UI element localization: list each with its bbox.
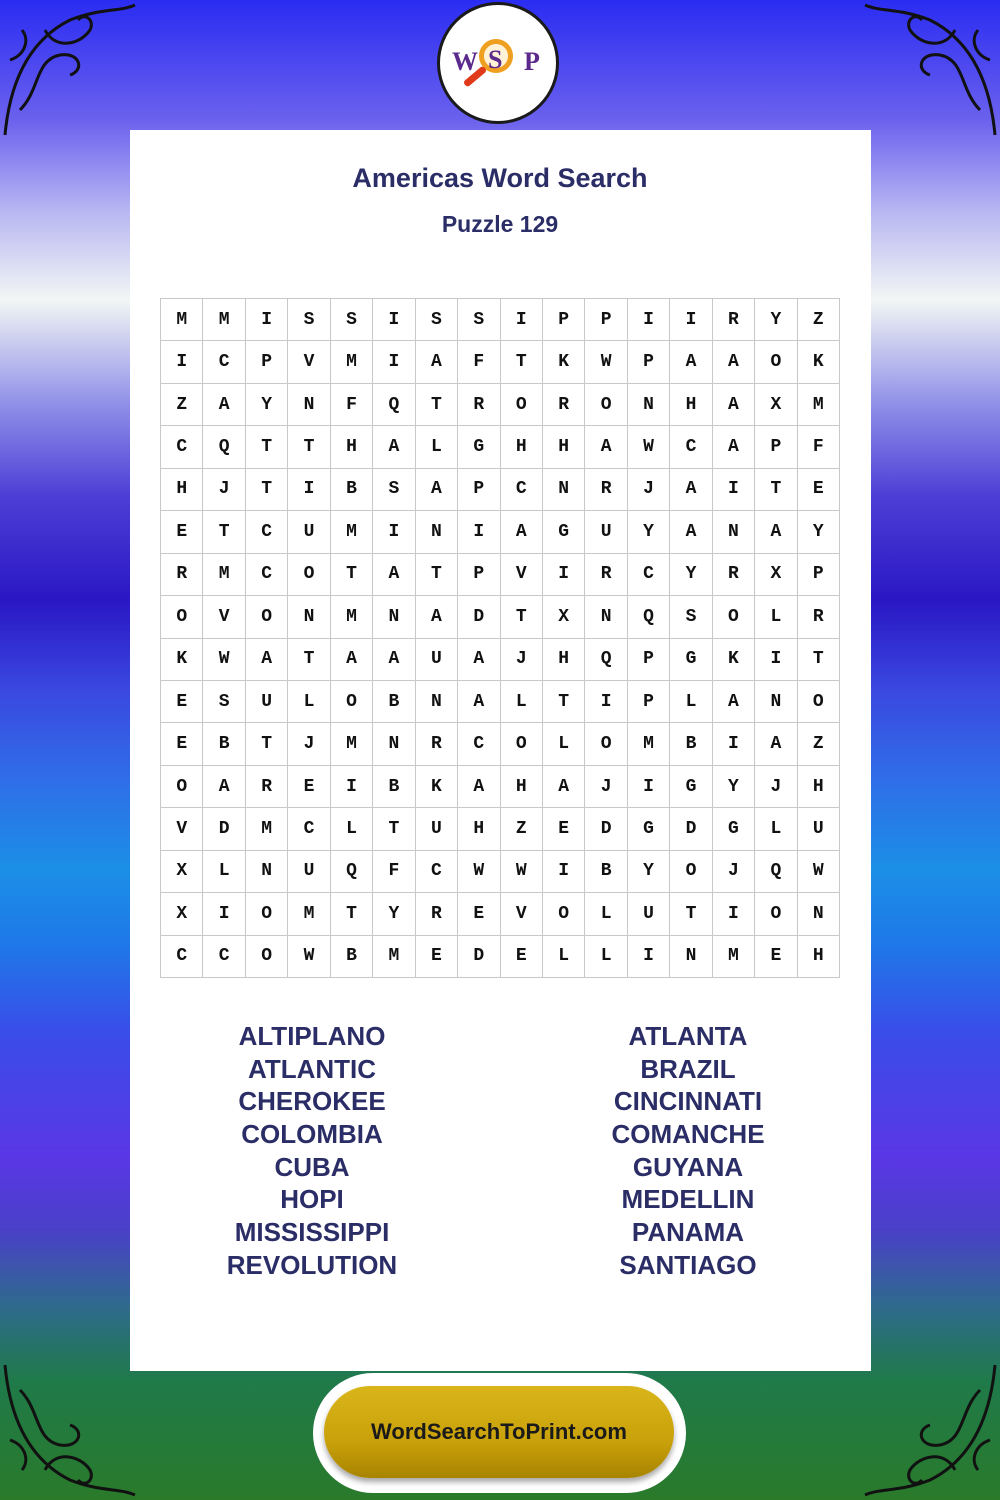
word-list-item: REVOLUTION (226, 1249, 398, 1280)
grid-cell[interactable]: C (670, 426, 712, 468)
word-list-item: ATLANTA (628, 1021, 748, 1051)
grid-cell[interactable]: L (543, 723, 585, 765)
grid-cell[interactable]: I (246, 299, 288, 341)
grid-cell[interactable]: M (161, 299, 203, 341)
grid-cell[interactable]: H (543, 639, 585, 681)
word-list-item: GUYANA (632, 1151, 744, 1182)
grid-cell[interactable]: L (501, 681, 543, 723)
grid-cell[interactable]: X (161, 851, 203, 893)
grid-cell[interactable]: K (161, 639, 203, 681)
grid-cell[interactable]: X (755, 554, 797, 596)
word-list-item: COLOMBIA (241, 1119, 383, 1150)
grid-cell[interactable]: C (628, 554, 670, 596)
grid-cell[interactable]: P (458, 554, 500, 596)
grid-cell[interactable]: N (670, 936, 712, 978)
grid-cell[interactable]: J (713, 851, 755, 893)
grid-cell[interactable]: M (373, 936, 415, 978)
grid-cell[interactable]: S (416, 299, 458, 341)
grid-cell[interactable]: I (203, 893, 245, 935)
grid-cell[interactable]: P (628, 681, 670, 723)
grid-cell[interactable]: N (288, 596, 330, 638)
grid-cell[interactable]: C (203, 936, 245, 978)
grid-cell[interactable]: P (755, 426, 797, 468)
word-list-item: MEDELLIN (621, 1184, 755, 1215)
grid-cell[interactable]: Z (501, 808, 543, 850)
grid-cell[interactable]: O (331, 681, 373, 723)
grid-cell[interactable]: A (458, 681, 500, 723)
grid-cell[interactable]: R (416, 893, 458, 935)
grid-cell[interactable]: E (501, 936, 543, 978)
grid-cell[interactable]: A (331, 639, 373, 681)
grid-cell[interactable]: O (670, 851, 712, 893)
grid-cell[interactable]: L (288, 681, 330, 723)
grid-cell[interactable]: U (288, 851, 330, 893)
grid-cell[interactable]: E (416, 936, 458, 978)
grid-cell[interactable]: Y (755, 299, 797, 341)
grid-cell[interactable]: E (543, 808, 585, 850)
grid-cell[interactable]: L (585, 893, 627, 935)
grid-cell[interactable]: W (501, 851, 543, 893)
grid-cell[interactable]: R (458, 384, 500, 426)
grid-cell[interactable]: H (501, 766, 543, 808)
grid-cell[interactable]: A (203, 384, 245, 426)
grid-cell[interactable]: V (501, 554, 543, 596)
grid-cell[interactable]: U (416, 639, 458, 681)
grid-cell[interactable]: V (161, 808, 203, 850)
grid-cell[interactable]: A (373, 426, 415, 468)
grid-cell[interactable]: A (543, 766, 585, 808)
grid-cell[interactable]: O (288, 554, 330, 596)
grid-cell[interactable]: B (331, 469, 373, 511)
grid-cell[interactable]: K (416, 766, 458, 808)
word-list-item: PANAMA (631, 1217, 745, 1248)
grid-cell[interactable]: A (416, 341, 458, 383)
grid-cell[interactable]: L (585, 936, 627, 978)
grid-cell[interactable]: T (331, 893, 373, 935)
grid-cell[interactable]: I (331, 766, 373, 808)
grid-cell[interactable]: O (246, 936, 288, 978)
grid-cell[interactable]: J (628, 469, 670, 511)
grid-cell[interactable]: T (755, 469, 797, 511)
grid-cell[interactable]: N (416, 681, 458, 723)
grid-cell[interactable]: A (713, 341, 755, 383)
grid-cell[interactable]: R (585, 469, 627, 511)
grid-cell[interactable]: I (628, 766, 670, 808)
grid-cell[interactable]: A (416, 596, 458, 638)
grid-cell[interactable]: T (288, 426, 330, 468)
grid-cell[interactable]: I (161, 341, 203, 383)
grid-cell[interactable]: W (458, 851, 500, 893)
grid-cell[interactable]: S (203, 681, 245, 723)
grid-cell[interactable]: G (543, 511, 585, 553)
grid-cell[interactable]: H (543, 426, 585, 468)
grid-cell[interactable]: I (373, 341, 415, 383)
grid-cell[interactable]: I (628, 299, 670, 341)
grid-cell[interactable]: T (203, 511, 245, 553)
grid-cell[interactable]: F (798, 426, 840, 468)
grid-cell[interactable]: Y (798, 511, 840, 553)
grid-cell[interactable]: E (458, 893, 500, 935)
grid-cell[interactable]: Y (713, 766, 755, 808)
grid-cell[interactable]: T (501, 596, 543, 638)
grid-cell[interactable]: N (585, 596, 627, 638)
grid-cell[interactable]: Q (331, 851, 373, 893)
grid-cell[interactable]: Q (373, 384, 415, 426)
grid-cell[interactable]: A (713, 681, 755, 723)
grid-cell[interactable]: J (203, 469, 245, 511)
grid-cell[interactable]: N (373, 723, 415, 765)
word-list-item: CINCINNATI (613, 1086, 763, 1117)
grid-cell[interactable]: P (628, 639, 670, 681)
grid-cell[interactable]: A (713, 426, 755, 468)
grid-cell[interactable]: P (798, 554, 840, 596)
grid-cell[interactable]: W (288, 936, 330, 978)
grid-cell[interactable]: O (161, 596, 203, 638)
grid-cell[interactable]: N (628, 384, 670, 426)
grid-cell[interactable]: O (755, 893, 797, 935)
grid-cell[interactable]: Y (670, 554, 712, 596)
grid-cell[interactable]: A (670, 341, 712, 383)
word-list-item: CUBA (274, 1151, 350, 1182)
word-list-item: HOPI (280, 1184, 344, 1215)
grid-cell[interactable]: C (288, 808, 330, 850)
grid-cell[interactable]: U (628, 893, 670, 935)
grid-cell[interactable]: H (798, 936, 840, 978)
grid-cell[interactable]: A (501, 511, 543, 553)
grid-cell[interactable]: B (373, 681, 415, 723)
grid-cell[interactable]: D (458, 936, 500, 978)
grid-cell[interactable]: Y (628, 511, 670, 553)
grid-cell[interactable]: G (670, 766, 712, 808)
grid-cell[interactable]: Q (755, 851, 797, 893)
grid-cell[interactable]: T (373, 808, 415, 850)
word-list-right (538, 1020, 838, 1282)
logo-letter-p: P (524, 47, 540, 76)
grid-cell[interactable]: I (755, 639, 797, 681)
page-title: Americas Word Search (352, 163, 648, 193)
grid-cell[interactable]: D (458, 596, 500, 638)
grid-cell[interactable]: T (246, 426, 288, 468)
grid-cell[interactable]: X (755, 384, 797, 426)
grid-cell[interactable]: I (458, 511, 500, 553)
grid-cell[interactable]: R (543, 384, 585, 426)
grid-cell[interactable]: O (501, 384, 543, 426)
grid-cell[interactable]: P (628, 341, 670, 383)
grid-cell[interactable]: O (755, 341, 797, 383)
grid-cell[interactable]: W (798, 851, 840, 893)
grid-cell[interactable]: F (331, 384, 373, 426)
grid-cell[interactable]: W (585, 341, 627, 383)
grid-cell[interactable]: R (713, 299, 755, 341)
grid-cell[interactable]: C (203, 341, 245, 383)
grid-cell[interactable]: T (501, 341, 543, 383)
grid-cell[interactable]: T (246, 723, 288, 765)
grid-cell[interactable]: S (458, 299, 500, 341)
grid-cell[interactable]: M (288, 893, 330, 935)
word-list-item: SANTIAGO (619, 1249, 757, 1280)
grid-cell[interactable]: A (373, 554, 415, 596)
grid-cell[interactable]: O (246, 596, 288, 638)
grid-cell[interactable]: I (713, 469, 755, 511)
grid-cell[interactable]: G (628, 808, 670, 850)
grid-cell[interactable]: E (161, 681, 203, 723)
grid-cell[interactable]: I (670, 299, 712, 341)
grid-cell[interactable]: M (713, 936, 755, 978)
grid-cell[interactable]: S (288, 299, 330, 341)
grid-cell[interactable]: K (713, 639, 755, 681)
word-list-item: ATLANTIC (247, 1053, 377, 1084)
grid-cell[interactable]: T (288, 639, 330, 681)
grid-cell[interactable]: M (331, 723, 373, 765)
grid-cell[interactable]: Z (161, 384, 203, 426)
grid-cell[interactable]: Q (628, 596, 670, 638)
grid-cell[interactable]: D (670, 808, 712, 850)
grid-cell[interactable]: H (501, 426, 543, 468)
grid-cell[interactable]: K (543, 341, 585, 383)
grid-cell[interactable]: D (203, 808, 245, 850)
grid-cell[interactable]: Q (203, 426, 245, 468)
grid-cell[interactable]: V (288, 341, 330, 383)
grid-cell[interactable]: Y (628, 851, 670, 893)
grid-cell[interactable]: N (543, 469, 585, 511)
grid-cell[interactable]: I (501, 299, 543, 341)
grid-cell[interactable]: Y (373, 893, 415, 935)
grid-cell[interactable]: L (543, 936, 585, 978)
word-list-item: COMANCHE (611, 1119, 765, 1150)
grid-cell[interactable]: A (755, 723, 797, 765)
grid-cell[interactable]: A (458, 766, 500, 808)
ornament-bottom-left (0, 1360, 140, 1500)
grid-cell[interactable]: O (543, 893, 585, 935)
puzzle-number: Puzzle 129 (441, 211, 559, 237)
grid-cell[interactable]: W (203, 639, 245, 681)
grid-cell[interactable]: N (373, 596, 415, 638)
grid-cell[interactable]: F (373, 851, 415, 893)
grid-cell[interactable]: R (246, 766, 288, 808)
grid-cell[interactable]: V (501, 893, 543, 935)
grid-cell[interactable]: A (755, 511, 797, 553)
grid-cell[interactable]: G (458, 426, 500, 468)
grid-cell[interactable]: N (416, 511, 458, 553)
grid-cell[interactable]: U (246, 681, 288, 723)
grid-cell[interactable]: P (246, 341, 288, 383)
grid-cell[interactable]: A (713, 384, 755, 426)
grid-cell[interactable]: C (161, 426, 203, 468)
grid-cell[interactable]: W (628, 426, 670, 468)
grid-cell[interactable]: A (670, 511, 712, 553)
grid-cell[interactable]: X (161, 893, 203, 935)
ornament-bottom-right (860, 1360, 1000, 1500)
grid-cell[interactable]: P (458, 469, 500, 511)
grid-cell[interactable]: C (246, 511, 288, 553)
grid-cell[interactable]: R (585, 554, 627, 596)
grid-cell[interactable]: Y (246, 384, 288, 426)
grid-cell[interactable]: I (713, 723, 755, 765)
site-link-text[interactable]: WordSearchToPrint.com (371, 1419, 627, 1444)
grid-cell[interactable]: L (755, 596, 797, 638)
grid-cell[interactable]: L (203, 851, 245, 893)
grid-cell[interactable]: I (288, 469, 330, 511)
grid-cell[interactable]: O (246, 893, 288, 935)
grid-cell[interactable]: L (416, 426, 458, 468)
grid-cell[interactable]: V (203, 596, 245, 638)
grid-cell[interactable]: I (585, 681, 627, 723)
word-list-item: CHEROKEE (238, 1086, 386, 1117)
letter-grid (160, 298, 840, 978)
word-list-left (162, 1020, 462, 1282)
grid-cell[interactable]: M (628, 723, 670, 765)
grid-cell[interactable]: A (416, 469, 458, 511)
grid-cell[interactable]: T (416, 554, 458, 596)
grid-cell[interactable]: T (798, 639, 840, 681)
grid-cell[interactable]: K (798, 341, 840, 383)
grid-cell[interactable]: O (713, 596, 755, 638)
grid-cell[interactable]: U (585, 511, 627, 553)
grid-cell[interactable]: H (798, 766, 840, 808)
grid-cell[interactable]: B (373, 766, 415, 808)
grid-cell[interactable]: T (246, 469, 288, 511)
grid-cell[interactable]: P (585, 299, 627, 341)
grid-cell[interactable]: H (161, 469, 203, 511)
logo-letter-w: W (452, 47, 478, 76)
grid-cell[interactable]: C (416, 851, 458, 893)
grid-cell[interactable]: L (331, 808, 373, 850)
grid-cell[interactable]: I (628, 936, 670, 978)
grid-cell[interactable]: O (585, 384, 627, 426)
grid-cell[interactable]: B (331, 936, 373, 978)
ornament-top-right (860, 0, 1000, 140)
grid-cell[interactable]: Z (798, 723, 840, 765)
grid-cell[interactable]: C (161, 936, 203, 978)
grid-cell[interactable]: D (585, 808, 627, 850)
grid-cell[interactable]: M (246, 808, 288, 850)
grid-cell[interactable]: R (161, 554, 203, 596)
grid-cell[interactable]: N (713, 511, 755, 553)
grid-cell[interactable]: B (203, 723, 245, 765)
grid-cell[interactable]: A (670, 469, 712, 511)
site-button[interactable] (324, 1386, 674, 1478)
grid-cell[interactable]: T (331, 554, 373, 596)
grid-cell[interactable]: I (373, 299, 415, 341)
grid-cell[interactable]: N (288, 384, 330, 426)
grid-cell[interactable]: G (713, 808, 755, 850)
grid-cell[interactable]: E (161, 723, 203, 765)
grid-cell[interactable]: I (713, 893, 755, 935)
grid-cell[interactable]: M (331, 511, 373, 553)
grid-cell[interactable]: T (543, 681, 585, 723)
grid-cell[interactable]: J (755, 766, 797, 808)
grid-cell[interactable]: O (161, 766, 203, 808)
grid-cell[interactable]: T (670, 893, 712, 935)
grid-cell[interactable]: Z (798, 299, 840, 341)
grid-cell[interactable]: N (755, 681, 797, 723)
grid-cell[interactable]: E (755, 936, 797, 978)
grid-cell[interactable]: U (798, 808, 840, 850)
grid-cell[interactable]: Q (585, 639, 627, 681)
grid-cell[interactable]: J (585, 766, 627, 808)
grid-cell[interactable]: J (288, 723, 330, 765)
grid-cell[interactable]: A (585, 426, 627, 468)
grid-cell[interactable]: J (501, 639, 543, 681)
grid-cell[interactable]: I (373, 511, 415, 553)
grid-cell[interactable]: P (543, 299, 585, 341)
word-list-item: ALTIPLANO (238, 1021, 386, 1051)
grid-cell[interactable]: U (288, 511, 330, 553)
grid-cell[interactable]: O (501, 723, 543, 765)
grid-cell[interactable]: E (288, 766, 330, 808)
grid-cell[interactable]: L (670, 681, 712, 723)
grid-cell[interactable]: I (543, 554, 585, 596)
grid-cell[interactable]: A (246, 639, 288, 681)
grid-cell[interactable]: R (798, 596, 840, 638)
grid-cell[interactable]: R (713, 554, 755, 596)
grid-cell[interactable]: B (670, 723, 712, 765)
grid-cell[interactable]: O (585, 723, 627, 765)
word-list-item: MISSISSIPPI (234, 1217, 390, 1248)
grid-cell[interactable]: H (458, 808, 500, 850)
grid-cell[interactable]: G (670, 639, 712, 681)
grid-cell[interactable]: C (458, 723, 500, 765)
grid-cell[interactable]: E (161, 511, 203, 553)
grid-cell[interactable]: A (203, 766, 245, 808)
grid-cell[interactable]: S (331, 299, 373, 341)
grid-cell[interactable]: H (670, 384, 712, 426)
grid-cell[interactable]: M (331, 341, 373, 383)
grid-cell[interactable]: A (458, 639, 500, 681)
grid-cell[interactable]: C (501, 469, 543, 511)
grid-cell[interactable]: A (373, 639, 415, 681)
grid-cell[interactable]: L (755, 808, 797, 850)
grid-cell[interactable]: T (416, 384, 458, 426)
grid-cell[interactable]: R (416, 723, 458, 765)
grid-cell[interactable]: M (331, 596, 373, 638)
ornament-top-left (0, 0, 140, 140)
word-list-item: BRAZIL (640, 1053, 736, 1084)
grid-cell[interactable]: M (798, 384, 840, 426)
grid-cell[interactable]: X (543, 596, 585, 638)
grid-cell[interactable]: C (246, 554, 288, 596)
grid-cell[interactable]: U (416, 808, 458, 850)
grid-cell[interactable]: S (670, 596, 712, 638)
grid-cell[interactable]: B (585, 851, 627, 893)
wsp-logo (437, 2, 559, 124)
grid-cell[interactable]: O (798, 681, 840, 723)
grid-cell[interactable]: N (246, 851, 288, 893)
grid-cell[interactable]: F (458, 341, 500, 383)
grid-cell[interactable]: H (331, 426, 373, 468)
grid-cell[interactable]: E (798, 469, 840, 511)
grid-cell[interactable]: I (543, 851, 585, 893)
logo-letter-s: S (488, 45, 503, 74)
grid-cell[interactable]: M (203, 554, 245, 596)
grid-cell[interactable]: M (203, 299, 245, 341)
grid-cell[interactable]: S (373, 469, 415, 511)
grid-cell[interactable]: N (798, 893, 840, 935)
